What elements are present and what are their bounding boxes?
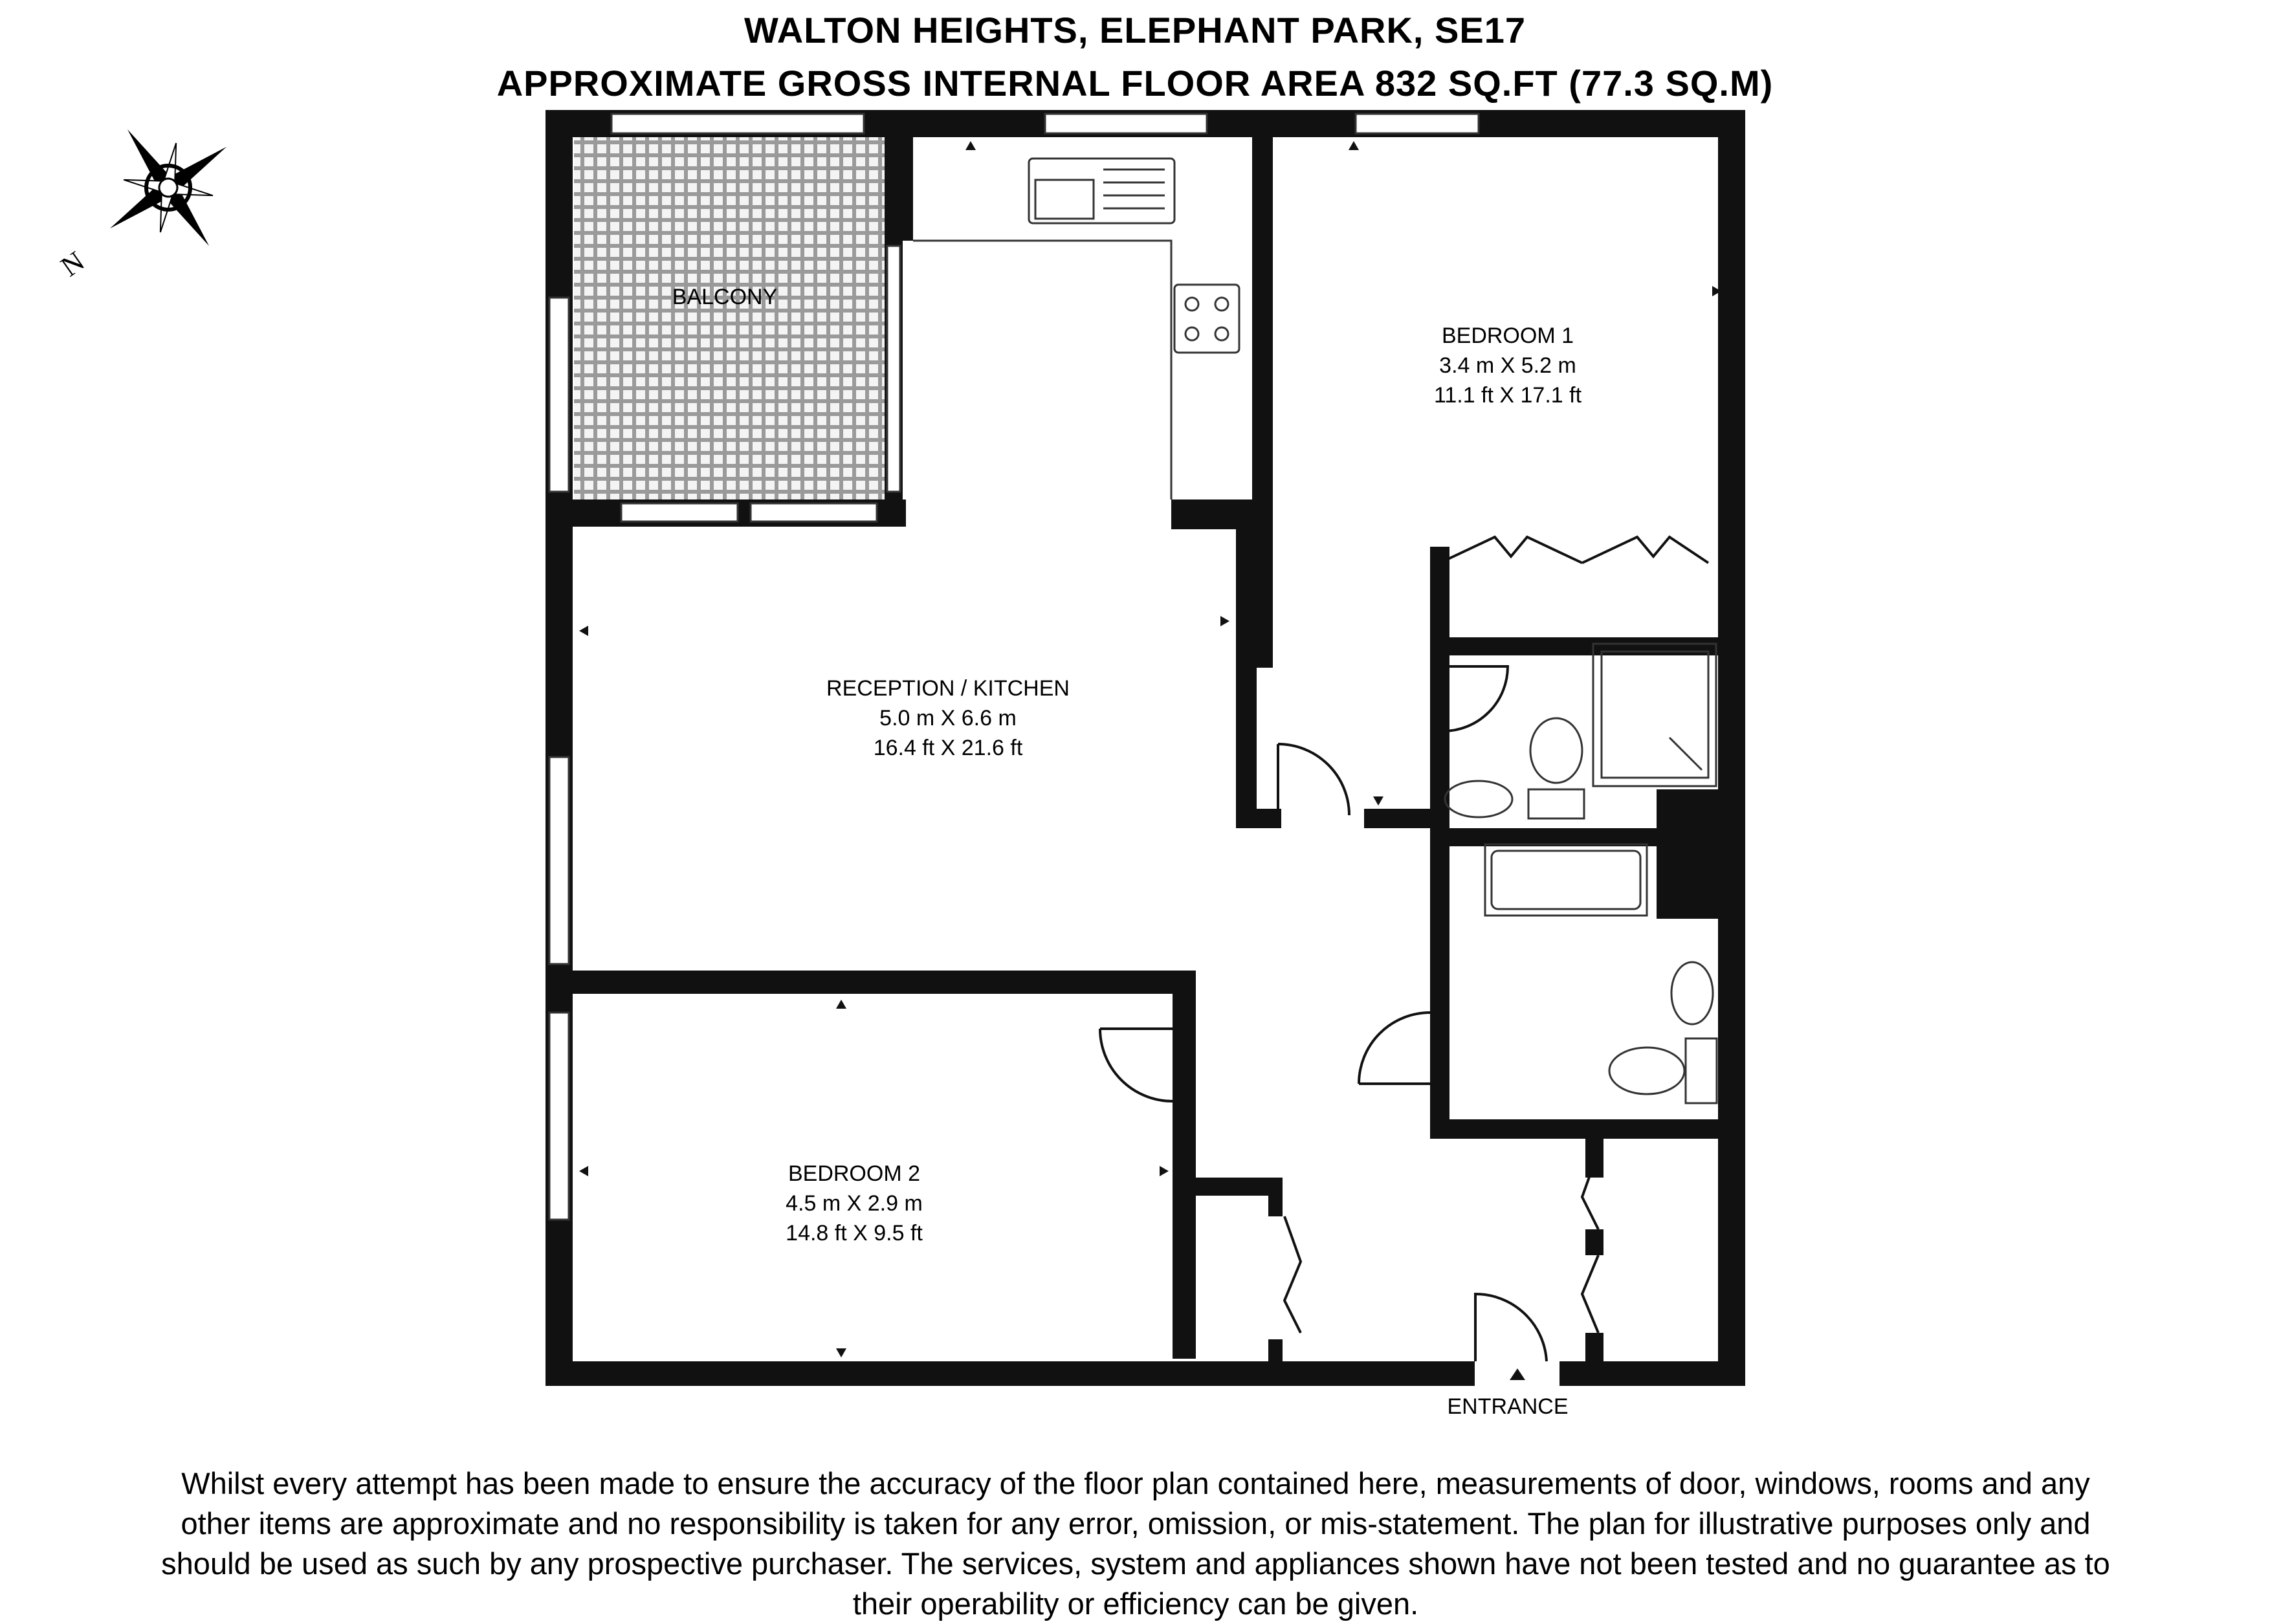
plan-subtitle: APPROXIMATE GROSS INTERNAL FLOOR AREA 832 SQ.FT (77.3 SQ.M): [496, 63, 1774, 104]
plan-title: WALTON HEIGHTS, ELEPHANT PARK, SE17: [744, 10, 1526, 50]
reception-imperial: 16.4 ft X 21.6 ft: [873, 736, 1023, 760]
reception-name: RECEPTION / KITCHEN: [826, 676, 1070, 701]
bedroom1-name: BEDROOM 1: [1441, 324, 1574, 348]
bedroom2-name: BEDROOM 2: [788, 1161, 921, 1186]
kitchen-counter: [913, 159, 1239, 499]
north-label: N: [55, 245, 91, 283]
entrance-label: ENTRANCE: [1447, 1394, 1569, 1419]
bedroom2-imperial: 14.8 ft X 9.5 ft: [786, 1221, 923, 1245]
bedroom2-metric: 4.5 m X 2.9 m: [786, 1191, 923, 1216]
bedroom1-imperial: 11.1 ft X 17.1 ft: [1433, 383, 1582, 408]
reception-metric: 5.0 m X 6.6 m: [879, 706, 1017, 730]
bedroom1-metric: 3.4 m X 5.2 m: [1439, 353, 1576, 378]
balcony-floor: [574, 137, 885, 499]
disclaimer-text: Whilst every attempt has been made to ensure the accuracy of the floor plan contained here, measurements of door, windows, rooms and any other items are approximate and no responsibility is taken for any error, omission, or mis-statement. The plan for illustrative purposes only and should be used as such by any prospective purchaser. The services, system and appliances shown have not been tested and no guarantee as to their operability or efficiency can be given.: [161, 1466, 2110, 1621]
balcony-label: BALCONY: [672, 285, 778, 309]
